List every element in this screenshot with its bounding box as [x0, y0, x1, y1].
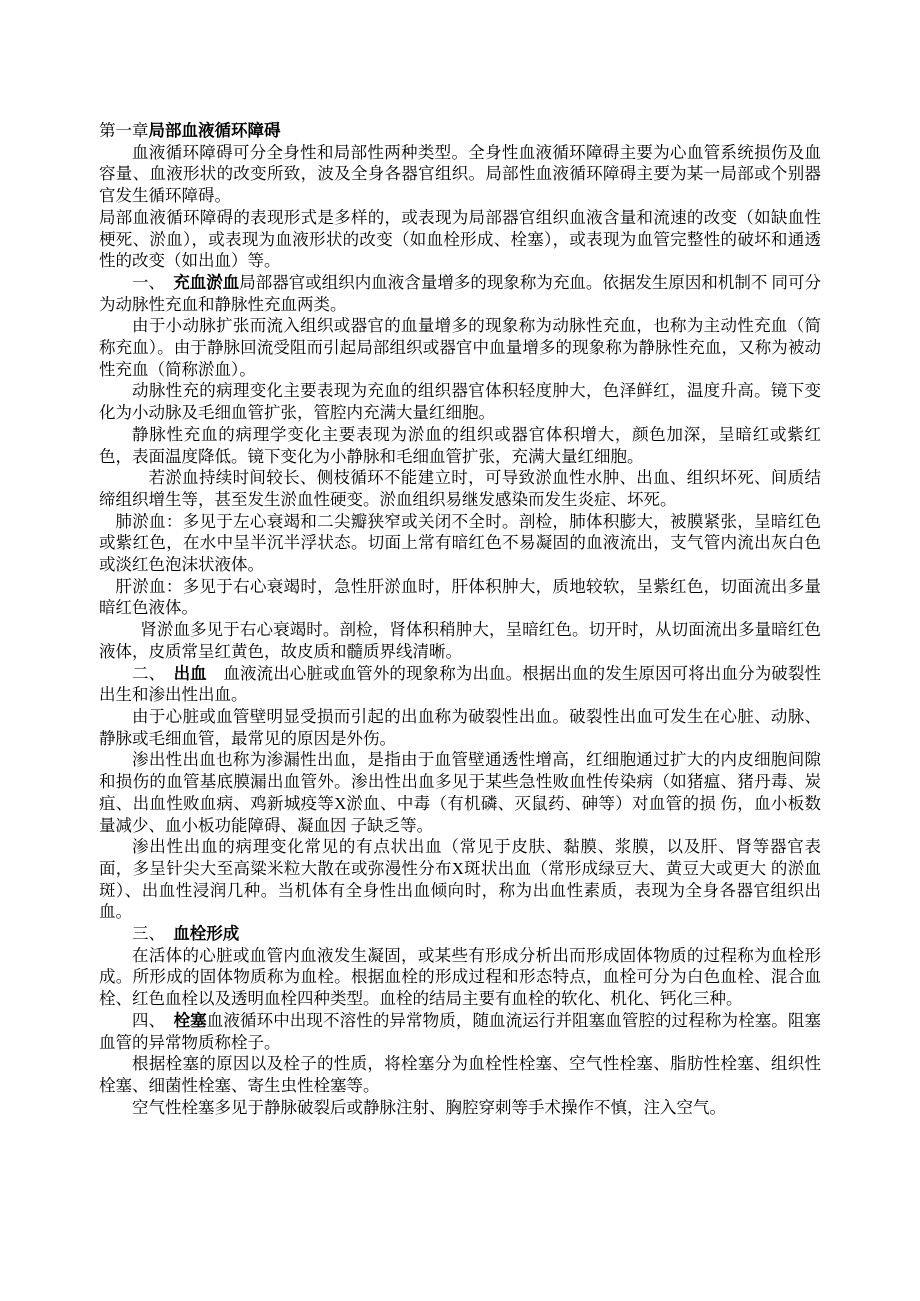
text-run: 由于小动脉扩张而流入组织或器官的血量增多的现象称为动脉性充血，也称为主动性充血（简称充血）。由于静脉回流受阻而引起局部组织或器官中血量增多的现象称为静脉性充血，又称为被动性充血（简称淤血）。 — [99, 316, 821, 379]
bold-text-run: 出血 — [173, 663, 207, 683]
paragraph — [99, 923, 821, 945]
text-run: 渗出性出血也称为渗漏性出血，是指由于血管壁通透性增高，红细胞通过扩大的内皮细胞间隙和损伤的血管基底膜漏出血管外。渗出性出血多见于某些急性败血性传染病（如猪瘟、猪丹毒、炭疽、出血性败血病、鸡新城疫等X淤血、中毒（有机磷、灭鼠药、砷等）对血管的损 伤，血小板数量减少、血小板功能障碍、凝血因 子缺乏等。 — [99, 750, 821, 835]
paragraph — [99, 706, 821, 749]
text-run: 二、 — [132, 663, 174, 683]
text-run: 肺淤血：多见于左心衰竭和二尖瓣狭窄或关闭不全时。剖检，肺体积膨大，被膜紧张，呈暗红色或紫红色，在水中呈半沉半浮状态。切面上常有暗红色不易凝固的血液流出，支气管内流出灰白色或淡红色泡沫状液体。 — [99, 511, 821, 575]
text-run: 血液循环中出现不溶性的异常物质，随血流运行并阻塞血管腔的过程称为栓塞。阻塞血管的异常物质称栓子。 — [99, 1010, 822, 1052]
text-run: 在活体的心脏或血管内血液发生凝固，或某些有形成分析出而形成固体物质的过程称为血栓形成。所形成的固体物质称为血栓。根据血栓的形成过程和形态特点，血栓可分为白色血栓、混合血栓、红色血栓以及透明血栓四种类型。血栓的结局主要有血栓的软化、机化、钙化三种。 — [99, 945, 821, 1009]
paragraph — [99, 1053, 821, 1096]
paragraph — [99, 467, 821, 510]
text-run: 血液流出心脏或血管外的现象称为出血。根据出血的发生原因可将出血分为破裂性出生和渗出性出血。 — [99, 663, 822, 705]
paragraph — [99, 576, 821, 619]
text-run: 根据栓塞的原因以及栓子的性质，将栓塞分为血栓性栓塞、空气性栓塞、脂肪性栓塞、组织性栓塞、细菌性栓塞、寄生虫性栓塞等。 — [99, 1054, 821, 1095]
text-run: 由于心脏或血管壁明显受损而引起的出血称为破裂性出血。破裂性出血可发生在心脏、动脉、静脉或毛细血管，最常见的原因是外伤。 — [99, 706, 821, 748]
text-run: 局部器官或组织内血液含量增多的现象称为充血。依据发生原因和机制不 同可分为动脉性充血和静脉性充血两类。 — [99, 272, 822, 314]
text-run: 血液循环障碍可分全身性和局部性两种类型。全身性血液循环障碍主要为心血管系统损伤及血容量、血液形状的改变所致，波及全身各器官组织。局部性血液循环障碍主要为某一局部或个别器官发生循环障碍。 — [99, 142, 821, 206]
paragraph — [99, 945, 821, 1010]
paragraph — [99, 619, 821, 662]
paragraph — [99, 120, 821, 142]
bold-text-run: 血栓形成 — [173, 924, 240, 944]
paragraph — [99, 836, 821, 923]
paragraph — [99, 1097, 821, 1119]
text-run: 第一章 — [99, 121, 149, 140]
paragraph — [99, 1010, 821, 1053]
bold-text-run: 充血淤血 — [173, 272, 240, 292]
text-run: 三、 — [132, 924, 174, 944]
paragraph — [99, 380, 821, 423]
text-run: 四、 — [132, 1010, 174, 1030]
paragraph — [99, 663, 821, 706]
text-run: 渗出性出血的病理变化常见的有点状出血（常见于皮肤、黏膜、浆膜，以及肝、肾等器官表面，多呈针尖大至高粱米粒大散在或弥漫性分布X斑状出血（常形成绿豆大、黄豆大或更大 的淤血斑）、出血性浸润几种。当机体有全身性出血倾向时，称为出血性素质，表现为全身各器官组织出血。 — [99, 837, 821, 922]
paragraph — [99, 511, 821, 576]
paragraph — [99, 315, 821, 380]
paragraph — [99, 424, 821, 467]
text-run: 肾淤血多见于右心衰竭时。剖检，肾体积稍肿大，呈暗红色。切开时，从切面流出多量暗红色液体，皮质常呈红黄色，故皮质和髓质界线清晰。 — [99, 620, 821, 661]
text-run: 若淤血持续时间较长、侧枝循环不能建立时，可导致淤血性水肿、出血、组织坏死、间质结缔组织增生等，甚至发生淤血性硬变。淤血组织易继发感染而发生炎症、坏死。 — [99, 468, 821, 509]
text-run: 局部血液循环障碍的表现形式是多样的，或表现为局部器官组织血液含量和流速的改变（如缺血性梗死、淤血），或表现为血液形状的改变（如血栓形成、栓塞），或表现为血管完整性的破坏和通透性的改变（如出血）等。 — [99, 207, 821, 271]
text-run: 静脉性充血的病理学变化主要表现为淤血的组织或器官体积增大，颜色加深，呈暗红或紫红色，表面温度降低。镜下变化为小静脉和毛细血管扩张，充满大量红细胞。 — [99, 424, 821, 466]
text-run: 肝淤血：多见于右心衰竭时，急性肝淤血时，肝体积肿大，质地较软，呈紫红色，切面流出多量暗红色液体。 — [99, 576, 821, 618]
text-run: 一、 — [132, 272, 174, 292]
bold-text-run: 栓塞 — [173, 1010, 207, 1030]
text-run: 动脉性充的病理变化主要表现为充血的组织器官体积轻度肿大，色泽鲜红，温度升高。镜下变化为小动脉及毛细血管扩张，管腔内充满大量红细胞。 — [99, 381, 821, 423]
text-run: 空气性栓塞多见于静脉破裂后或静脉注射、胸腔穿刺等手术操作不慎，注入空气。 — [132, 1097, 726, 1117]
document-body — [99, 120, 821, 1118]
bold-text-run: 局部血液循环障碍 — [148, 121, 281, 140]
paragraph — [99, 207, 821, 272]
paragraph — [99, 749, 821, 836]
paragraph — [99, 272, 821, 315]
paragraph — [99, 142, 821, 207]
